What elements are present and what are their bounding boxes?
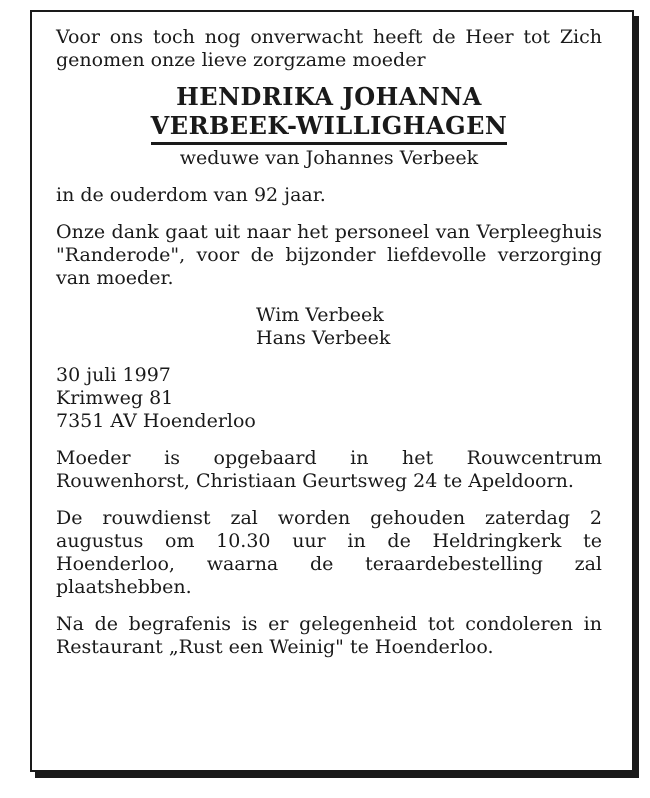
death-notice [56,26,602,659]
deceased-name-block [56,82,602,145]
notice-date: 30 juli 1997 [56,364,171,386]
laid-out-paragraph: Moeder is opgebaard in het Rouwcentrum Rouwenhorst, Christiaan Geurtsweg 24 te Apeldoorn. [56,447,602,492]
deceased-surname: VERBEEK-WILLIGHAGEN [151,111,508,145]
thanks-paragraph: Onze dank gaat uit naar het personeel van Verpleeghuis "Randerode", voor de bijzonder liefdevolle verzorging van moeder. [56,221,602,289]
date-address [56,364,602,433]
signer-name: Hans Verbeek [256,327,391,349]
deceased-given-names: HENDRIKA JOHANNA [176,82,482,111]
address-street: Krimweg 81 [56,387,174,409]
intro-text: Voor ons toch nog onverwacht heeft de Heer tot Zich genomen onze lieve zorgzame moeder [56,26,602,71]
service-paragraph: De rouwdienst zal worden gehouden zaterdag 2 augustus om 10.30 uur in de Heldringkerk te Hoenderloo, waarna de teraardebestelling zal plaatshebben. [56,507,602,598]
widow-line: weduwe van Johannes Verbeek [179,147,479,169]
age-line: in de ouderdom van 92 jaar. [56,184,326,206]
condolence-paragraph: Na de begrafenis is er gelegenheid tot condoleren in Restaurant „Rust een Weinig" te Hoenderloo. [56,613,602,658]
signer-name: Wim Verbeek [256,304,384,326]
address-city: 7351 AV Hoenderloo [56,410,256,432]
signers [56,304,602,350]
